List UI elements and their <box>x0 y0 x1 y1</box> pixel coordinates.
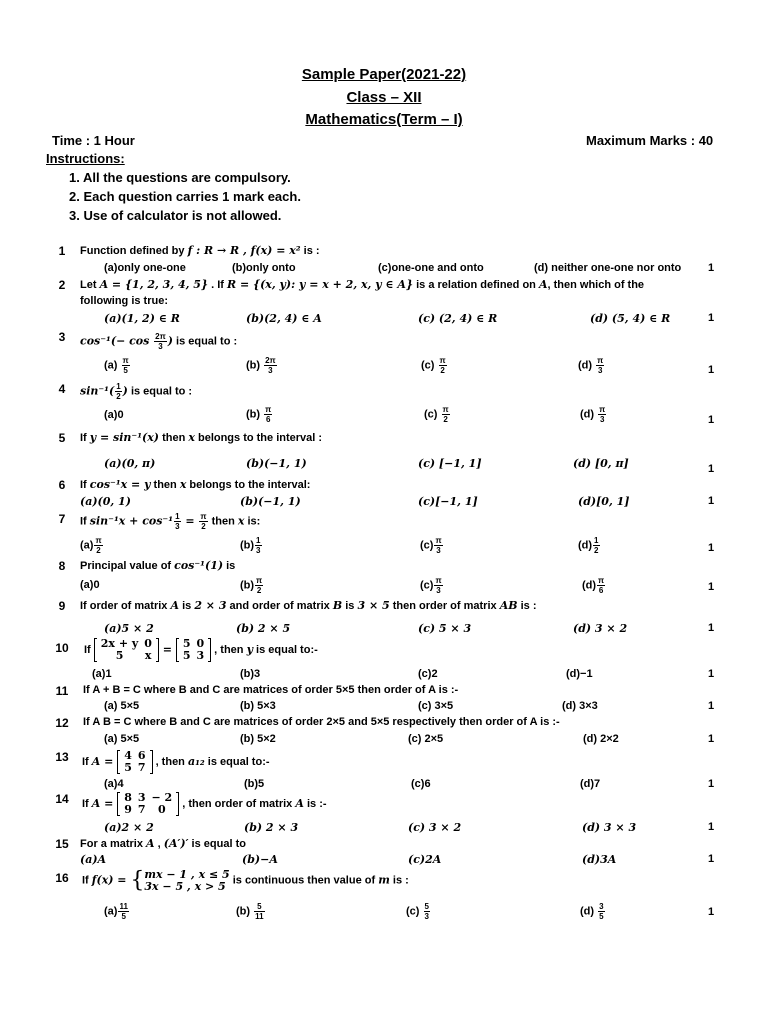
option-c: (c) $\frac{\pi}{3}$ <box>420 576 442 595</box>
option-d: (d) $\frac{\pi}{3}$ <box>580 405 606 424</box>
option-b: (b) 5×2 <box>240 733 276 745</box>
question-number: 5 <box>58 431 66 445</box>
option-d: (d) 3 × 2 <box>573 622 628 635</box>
question-text: cos⁻¹(− cos $\frac{2\pi}{3}$ ) is equal to : <box>80 332 238 351</box>
option-b: (b)3 <box>240 668 261 680</box>
option-a: (a) 5×5 <box>104 700 140 712</box>
option-c: (c)one-one and onto <box>378 262 484 274</box>
option-a: (a)0 <box>80 579 100 591</box>
option-b: (b) $\frac{\pi}{2}$ <box>240 576 263 595</box>
option-c: (c) $\frac{\pi}{3}$ <box>420 536 442 555</box>
instruction-item: 3. Use of calculator is not allowed. <box>69 208 282 223</box>
question-number: 1 <box>58 244 66 258</box>
option-a: (a)(1, 2) ∈ R <box>104 312 180 325</box>
question-mark: 1 <box>707 700 715 712</box>
option-b: (b)−A <box>242 853 278 866</box>
option-a: (a) $\frac{\pi}{5}$ <box>104 356 129 375</box>
question-number: 11 <box>55 684 69 698</box>
question-number: 15 <box>55 837 69 851</box>
matrix-right: 5 0 5 3 <box>176 638 211 662</box>
option-a: (a)only one-one <box>104 262 186 274</box>
option-b: (b)(−1, 1) <box>240 495 301 508</box>
option-c: (c)2A <box>408 853 442 866</box>
question-number: 2 <box>58 278 66 292</box>
question-mark: 1 <box>707 733 715 745</box>
question-mark: 1 <box>707 495 715 507</box>
option-b: (b) $\frac{5}{11}$ <box>236 902 264 921</box>
option-b: (b)(−1, 1) <box>246 457 307 470</box>
question-number: 10 <box>55 641 69 655</box>
option-b: (b) 5×3 <box>240 700 276 712</box>
option-b: (b)5 <box>244 778 265 790</box>
question-mark: 1 <box>707 262 715 274</box>
question-mark: 1 <box>707 312 715 324</box>
instruction-item: 2. Each question carries 1 mark each. <box>69 189 301 204</box>
question-mark: 1 <box>707 542 715 554</box>
time-label: Time : 1 Hour <box>52 133 135 148</box>
option-a: (a) $\frac{11}{5}$ <box>104 902 128 921</box>
question-text: sin⁻¹( $\frac{1}{2}$ ) is equal to : <box>80 382 193 401</box>
question-number: 7 <box>58 512 66 526</box>
option-b: (b) 2 × 3 <box>244 821 299 834</box>
question-mark: 1 <box>707 364 715 376</box>
option-d: (d) $\frac{1}{2}$ <box>578 536 599 555</box>
paper-title: Sample Paper(2021-22) <box>301 66 467 83</box>
option-d: (d) neither one-one nor onto <box>534 262 682 274</box>
option-b: (b) 2 × 5 <box>236 622 291 635</box>
question-text: For a matrix A , (A′)′ is equal to <box>80 837 246 850</box>
question-mark: 1 <box>707 414 715 426</box>
option-d: (d) [0, π] <box>573 457 629 470</box>
question-number: 8 <box>58 559 66 573</box>
class-title: Class – XII <box>346 89 422 106</box>
question-mark: 1 <box>707 463 715 475</box>
question-text: If A + B = C where B and C are matrices of order 5×5 then order of A is :- <box>83 684 459 696</box>
question-mark: 1 <box>707 853 715 865</box>
option-a: (a)2 × 2 <box>104 821 154 834</box>
option-a: (a)0 <box>104 409 124 421</box>
option-a: (a)1 <box>92 668 112 680</box>
option-c: (c) (2, 4) ∈ R <box>418 312 498 325</box>
option-d: (d)3A <box>582 853 617 866</box>
question-mark: 1 <box>707 778 715 790</box>
option-c: (c) 5 × 3 <box>418 622 472 635</box>
question-mark: 1 <box>707 821 715 833</box>
option-c: (c) $\frac{\pi}{2}$ <box>421 356 446 375</box>
question-text: If sin⁻¹x + cos⁻¹ $\frac{1}{3}$ = $\frac{\pi}{2}$ then x is: <box>80 512 261 531</box>
option-c: (c)[−1, 1] <box>418 495 478 508</box>
option-a: (a)(0, 1) <box>80 495 131 508</box>
option-d: (d) $\frac{\pi}{6}$ <box>582 576 605 595</box>
question-text-line2: following is true: <box>80 295 168 307</box>
option-d: (d)[0, 1] <box>578 495 630 508</box>
option-d: (d) 3×3 <box>562 700 598 712</box>
question-text: Function defined by f : R → R , f(x) = x² is : <box>80 244 320 257</box>
option-d: (d) 2×2 <box>583 733 619 745</box>
option-c: (c) $\frac{\pi}{2}$ <box>424 405 449 424</box>
option-c: (c) 3 × 2 <box>408 821 462 834</box>
matrix-a: 4 6 5 7 <box>117 750 152 774</box>
question-number: 3 <box>58 330 66 344</box>
question-number: 6 <box>58 478 66 492</box>
option-d: (d) (5, 4) ∈ R <box>590 312 671 325</box>
option-d: (d) $\frac{3}{5}$ <box>580 902 604 921</box>
option-a: (a)5 × 2 <box>104 622 154 635</box>
option-c: (c)2 <box>418 668 438 680</box>
option-d: (d)7 <box>580 778 601 790</box>
option-d: (d)−1 <box>566 668 593 680</box>
matrix-left: 2x + y 0 5 x <box>94 638 159 662</box>
option-a: (a) $\frac{\pi}{2}$ <box>80 536 102 555</box>
option-c: (c)6 <box>411 778 431 790</box>
question-text: If f(x) = { mx − 1 , x ≤ 5 3x − 5 , x > 5 is continuous then value of m is : <box>82 867 409 893</box>
question-number: 4 <box>58 382 66 396</box>
option-b: (b) $\frac{2\pi}{3}$ <box>246 356 276 375</box>
option-a: (a) 5×5 <box>104 733 140 745</box>
max-marks-label: Maximum Marks : 40 <box>586 133 714 148</box>
option-b: (b) $\frac{\pi}{6}$ <box>246 405 272 424</box>
option-c: (c) $\frac{5}{3}$ <box>406 902 429 921</box>
question-text: If A = 8 3 − 2 9 7 0 , then order of matrix A is :- <box>82 791 327 816</box>
question-text: If A B = C where B and C are matrices of order 2×5 and 5×5 respectively then order of A is :- <box>83 716 560 728</box>
question-text: Let A = {1, 2, 3, 4, 5} . If R = {(x, y): y = x + 2, x, y ∈ A} is a relation defined on A, then which of the <box>80 278 645 291</box>
question-mark: 1 <box>707 668 715 680</box>
option-c: (c) 3×5 <box>418 700 454 712</box>
option-a: (a)4 <box>104 778 124 790</box>
question-number: 12 <box>55 716 69 730</box>
option-c: (c) 2×5 <box>408 733 444 745</box>
question-text: If cos⁻¹x = y then x belongs to the interval: <box>80 478 311 491</box>
matrix-a: 8 3 − 2 9 7 0 <box>117 792 179 816</box>
question-mark: 1 <box>707 581 715 593</box>
question-text: If 2x + y 0 5 x = 5 0 5 3 , then y is equal to:- <box>84 637 318 662</box>
question-number: 13 <box>55 750 69 764</box>
option-a: (a)(0, π) <box>104 457 156 470</box>
question-number: 9 <box>58 599 66 613</box>
question-number: 16 <box>55 871 69 885</box>
option-c: (c) [−1, 1] <box>418 457 482 470</box>
question-text: If order of matrix A is 2 × 3 and order of matrix B is 3 × 5 then order of matrix AB is : <box>80 599 537 612</box>
option-a: (a)A <box>80 853 107 866</box>
question-text: If y = sin⁻¹(x) then x belongs to the interval : <box>80 431 323 444</box>
option-d: (d) 3 × 3 <box>582 821 637 834</box>
option-b: (b)(2, 4) ∈ A <box>246 312 322 325</box>
option-b: (b) $\frac{1}{3}$ <box>240 536 261 555</box>
instruction-item: 1. All the questions are compulsory. <box>69 170 291 185</box>
option-b: (b)only onto <box>232 262 296 274</box>
subject-title: Mathematics(Term – I) <box>305 111 463 128</box>
option-d: (d) $\frac{\pi}{3}$ <box>578 356 604 375</box>
question-text: Principal value of cos⁻¹(1) is <box>80 559 236 572</box>
question-mark: 1 <box>707 622 715 634</box>
question-number: 14 <box>55 792 69 806</box>
question-text: If A = 4 6 5 7 , then a₁₂ is equal to:- <box>82 749 270 774</box>
instructions-label: Instructions: <box>46 151 125 166</box>
question-mark: 1 <box>707 906 715 918</box>
